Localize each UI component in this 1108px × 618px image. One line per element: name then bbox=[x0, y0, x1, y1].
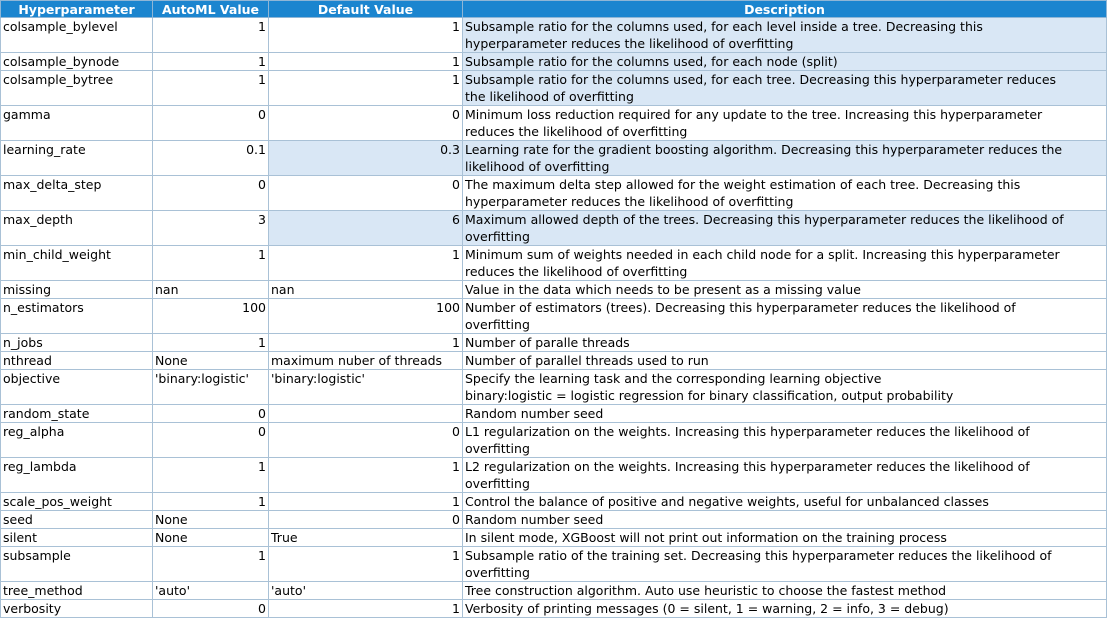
table-row bbox=[1, 529, 1107, 547]
table-body bbox=[1, 18, 1107, 618]
description-line: Random number seed bbox=[465, 512, 604, 527]
description-line: overfitting bbox=[465, 229, 530, 244]
description-cell bbox=[463, 18, 1107, 53]
default-value-cell: 0 bbox=[269, 106, 463, 141]
description-cell bbox=[463, 547, 1107, 582]
description-line: overfitting bbox=[465, 441, 530, 456]
default-value-cell: True bbox=[269, 529, 463, 547]
automl-value-cell: 0 bbox=[153, 405, 269, 423]
automl-value-cell: 1 bbox=[153, 18, 269, 53]
automl-value-cell: 1 bbox=[153, 493, 269, 511]
default-value-cell: 'auto' bbox=[269, 582, 463, 600]
hyperparameter-name-cell: verbosity bbox=[1, 600, 153, 618]
table-row bbox=[1, 176, 1107, 211]
table-row bbox=[1, 511, 1107, 529]
table-row bbox=[1, 106, 1107, 141]
hyperparameter-name-cell: subsample bbox=[1, 547, 153, 582]
hyperparameter-name-cell: colsample_bylevel bbox=[1, 18, 153, 53]
description-cell bbox=[463, 53, 1107, 71]
automl-value-cell: 'auto' bbox=[153, 582, 269, 600]
automl-value-cell: 0.1 bbox=[153, 141, 269, 176]
description-line: Maximum allowed depth of the trees. Decreasing this hyperparameter reduces the likelihood of bbox=[465, 212, 1064, 227]
description-line: Minimum loss reduction required for any update to the tree. Increasing this hyperparameter bbox=[465, 107, 1043, 122]
hyperparameter-name-cell: tree_method bbox=[1, 582, 153, 600]
hyperparameter-name-cell: n_estimators bbox=[1, 299, 153, 334]
hyperparameter-name-cell: min_child_weight bbox=[1, 246, 153, 281]
hyperparameter-name-cell: max_depth bbox=[1, 211, 153, 246]
table-row bbox=[1, 405, 1107, 423]
default-value-cell: maximum nuber of threads bbox=[269, 352, 463, 370]
automl-value-cell: 1 bbox=[153, 547, 269, 582]
default-value-cell: 0 bbox=[269, 511, 463, 529]
automl-value-cell: 'binary:logistic' bbox=[153, 370, 269, 405]
header-row bbox=[1, 1, 1107, 18]
hyperparameter-name-cell: random_state bbox=[1, 405, 153, 423]
default-value-cell: 1 bbox=[269, 600, 463, 618]
table-row bbox=[1, 299, 1107, 334]
description-line: L2 regularization on the weights. Increasing this hyperparameter reduces the likelihood of bbox=[465, 459, 1030, 474]
description-line: reduces the likelihood of overfitting bbox=[465, 124, 688, 139]
default-value-cell: 0 bbox=[269, 423, 463, 458]
description-line: Learning rate for the gradient boosting algorithm. Decreasing this hyperparameter reduces the bbox=[465, 142, 1063, 157]
automl-value-cell: 1 bbox=[153, 71, 269, 106]
default-value-cell: 6 bbox=[269, 211, 463, 246]
description-cell bbox=[463, 370, 1107, 405]
hyperparameter-name-cell: nthread bbox=[1, 352, 153, 370]
table-row bbox=[1, 493, 1107, 511]
default-value-cell: 0 bbox=[269, 176, 463, 211]
description-cell bbox=[463, 211, 1107, 246]
table-row bbox=[1, 547, 1107, 582]
description-line: Number of parallel threads used to run bbox=[465, 353, 709, 368]
table-row bbox=[1, 53, 1107, 71]
description-line: Subsample ratio for the columns used, for each level inside a tree. Decreasing this bbox=[465, 19, 983, 34]
description-line: overfitting bbox=[465, 317, 530, 332]
default-value-cell bbox=[269, 405, 463, 423]
default-value-cell: 1 bbox=[269, 458, 463, 493]
automl-value-cell: 0 bbox=[153, 176, 269, 211]
automl-value-cell: 1 bbox=[153, 53, 269, 71]
automl-value-cell: nan bbox=[153, 281, 269, 299]
default-value-cell: 'binary:logistic' bbox=[269, 370, 463, 405]
hyperparameter-name-cell: colsample_bynode bbox=[1, 53, 153, 71]
description-cell bbox=[463, 600, 1107, 618]
description-cell bbox=[463, 334, 1107, 352]
description-line: The maximum delta step allowed for the weight estimation of each tree. Decreasing this bbox=[465, 177, 1021, 192]
hyperparameter-name-cell: scale_pos_weight bbox=[1, 493, 153, 511]
description-line: L1 regularization on the weights. Increasing this hyperparameter reduces the likelihood of bbox=[465, 424, 1030, 439]
automl-value-cell: 1 bbox=[153, 246, 269, 281]
table-row bbox=[1, 141, 1107, 176]
description-line: Verbosity of printing messages (0 = silent, 1 = warning, 2 = info, 3 = debug) bbox=[465, 601, 949, 616]
description-cell bbox=[463, 352, 1107, 370]
automl-value-cell: 1 bbox=[153, 458, 269, 493]
hyperparameter-name-cell: missing bbox=[1, 281, 153, 299]
description-line: overfitting bbox=[465, 565, 530, 580]
default-value-cell: 1 bbox=[269, 493, 463, 511]
automl-value-cell: None bbox=[153, 529, 269, 547]
automl-value-cell: None bbox=[153, 352, 269, 370]
description-cell bbox=[463, 405, 1107, 423]
default-value-cell: 1 bbox=[269, 547, 463, 582]
description-cell bbox=[463, 511, 1107, 529]
description-line: Minimum sum of weights needed in each child node for a split. Increasing this hyperparameter bbox=[465, 247, 1060, 262]
automl-value-cell: None bbox=[153, 511, 269, 529]
description-line: hyperparameter reduces the likelihood of overfitting bbox=[465, 36, 794, 51]
default-value-cell: 1 bbox=[269, 246, 463, 281]
description-line: Subsample ratio for the columns used, for each node (split) bbox=[465, 54, 838, 69]
table-row bbox=[1, 211, 1107, 246]
description-line: Subsample ratio of the training set. Decreasing this hyperparameter reduces the likelihood of bbox=[465, 548, 1052, 563]
description-line: Tree construction algorithm. Auto use heuristic to choose the fastest method bbox=[465, 583, 947, 598]
header-default-value: Default Value bbox=[269, 1, 463, 18]
description-line: Subsample ratio for the columns used, for each tree. Decreasing this hyperparameter reduces bbox=[465, 72, 1057, 87]
description-cell bbox=[463, 458, 1107, 493]
hyperparameter-name-cell: reg_lambda bbox=[1, 458, 153, 493]
default-value-cell: nan bbox=[269, 281, 463, 299]
description-cell bbox=[463, 246, 1107, 281]
default-value-cell: 100 bbox=[269, 299, 463, 334]
header-automl-value: AutoML Value bbox=[153, 1, 269, 18]
description-line: the likelihood of overfitting bbox=[465, 89, 634, 104]
table-row bbox=[1, 281, 1107, 299]
hyperparameter-name-cell: silent bbox=[1, 529, 153, 547]
description-cell bbox=[463, 299, 1107, 334]
description-line: Specify the learning task and the corresponding learning objective bbox=[465, 371, 882, 386]
table-row bbox=[1, 458, 1107, 493]
table-row bbox=[1, 18, 1107, 53]
description-line: Value in the data which needs to be present as a missing value bbox=[465, 282, 861, 297]
automl-value-cell: 1 bbox=[153, 334, 269, 352]
hyperparameter-name-cell: seed bbox=[1, 511, 153, 529]
hyperparameter-name-cell: max_delta_step bbox=[1, 176, 153, 211]
hyperparameter-name-cell: n_jobs bbox=[1, 334, 153, 352]
default-value-cell: 1 bbox=[269, 53, 463, 71]
description-line: Number of estimators (trees). Decreasing this hyperparameter reduces the likelihood of bbox=[465, 300, 1016, 315]
default-value-cell: 1 bbox=[269, 18, 463, 53]
description-line: hyperparameter reduces the likelihood of overfitting bbox=[465, 194, 794, 209]
table-row bbox=[1, 370, 1107, 405]
description-line: Random number seed bbox=[465, 406, 604, 421]
table-row bbox=[1, 71, 1107, 106]
description-cell bbox=[463, 71, 1107, 106]
description-cell bbox=[463, 176, 1107, 211]
automl-value-cell: 0 bbox=[153, 600, 269, 618]
description-cell bbox=[463, 281, 1107, 299]
description-line: In silent mode, XGBoost will not print out information on the training process bbox=[465, 530, 947, 545]
table-row bbox=[1, 600, 1107, 618]
hyperparameter-name-cell: objective bbox=[1, 370, 153, 405]
table-row bbox=[1, 352, 1107, 370]
hyperparameter-name-cell: reg_alpha bbox=[1, 423, 153, 458]
hyperparameter-name-cell: learning_rate bbox=[1, 141, 153, 176]
table-row bbox=[1, 582, 1107, 600]
description-cell bbox=[463, 423, 1107, 458]
table-row bbox=[1, 423, 1107, 458]
automl-value-cell: 0 bbox=[153, 423, 269, 458]
description-line: Control the balance of positive and negative weights, useful for unbalanced classes bbox=[465, 494, 989, 509]
automl-value-cell: 100 bbox=[153, 299, 269, 334]
description-cell bbox=[463, 493, 1107, 511]
hyperparameter-name-cell: colsample_bytree bbox=[1, 71, 153, 106]
default-value-cell: 1 bbox=[269, 334, 463, 352]
header-hyperparameter: Hyperparameter bbox=[1, 1, 153, 18]
description-cell bbox=[463, 582, 1107, 600]
table-row bbox=[1, 246, 1107, 281]
description-cell bbox=[463, 141, 1107, 176]
description-cell bbox=[463, 106, 1107, 141]
description-line: overfitting bbox=[465, 476, 530, 491]
description-line: binary:logistic = logistic regression for binary classification, output probability bbox=[465, 388, 954, 403]
hyperparameter-name-cell: gamma bbox=[1, 106, 153, 141]
default-value-cell: 1 bbox=[269, 71, 463, 106]
description-line: likelihood of overfitting bbox=[465, 159, 610, 174]
table-row bbox=[1, 334, 1107, 352]
description-line: reduces the likelihood of overfitting bbox=[465, 264, 688, 279]
automl-value-cell: 3 bbox=[153, 211, 269, 246]
header-description: Description bbox=[463, 1, 1107, 18]
default-value-cell: 0.3 bbox=[269, 141, 463, 176]
description-cell bbox=[463, 529, 1107, 547]
description-line: Number of paralle threads bbox=[465, 335, 630, 350]
automl-value-cell: 0 bbox=[153, 106, 269, 141]
